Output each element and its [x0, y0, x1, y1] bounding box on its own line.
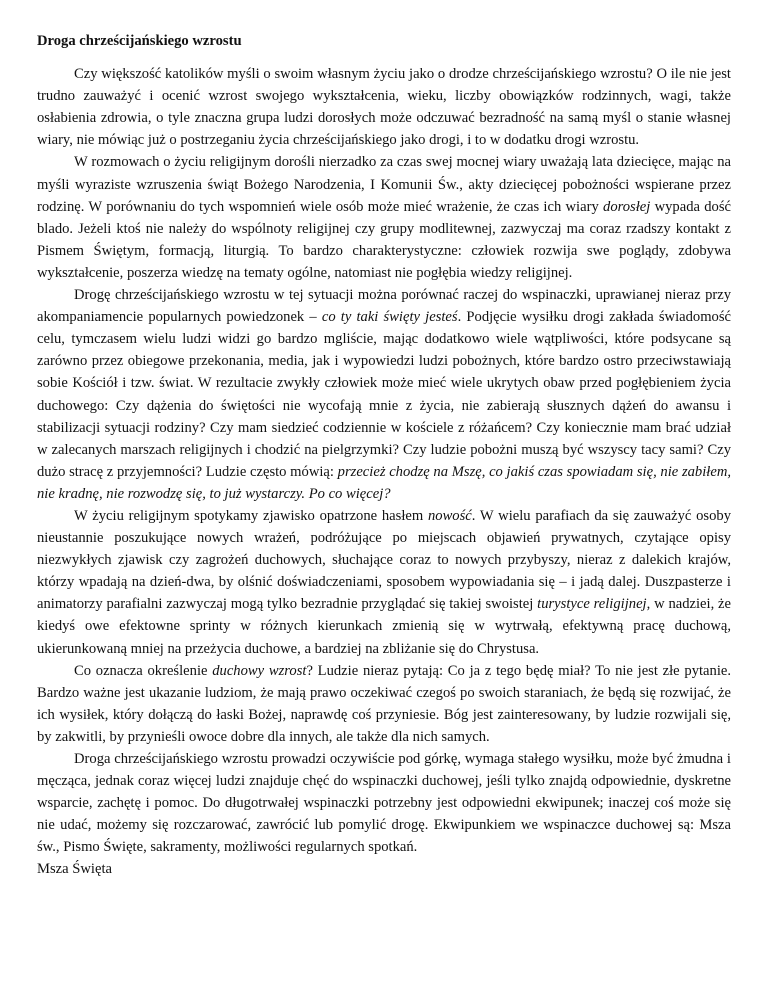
- paragraph-5-text-b: ? Ludzie nieraz pytają: Co ja z tego będę miał? To nie jest złe pytanie. Bardzo ważne jest ukazanie ludziom, że mają prawo oczekiwać czegoś po swoich staraniach, że będą się rozwijać, że ich wysiłek, który dołączą do łaski Bożej, naprawdę coś przyniesie. Bóg jest zainteresowany, by ludzie rozwijali się, by zakwitli, by przynieśli owoce dobre dla innych, ale także dla nich samych.: [37, 662, 732, 745]
- paragraph-4: [37, 505, 731, 660]
- paragraph-6: Droga chrześcijańskiego wzrostu prowadzi oczywiście pod górkę, wymaga stałego wysiłku, może być żmudna i męcząca, jednak coraz więcej ludzi znajduje chęć do wspinaczki duchowej, jeśli tylko znajdą odpowiednie, dyskretne wsparcie, zachętę i pomoc. Do długotrwałej wspinaczki potrzebny jest odpowiedni ekwipunek; inaczej coś może się nie udać, możemy się rozczarować, zawrócić lub pomylić drogę. Ekwipunkiem we wspinaczce duchowej są: Msza św., Pismo Święte, sakramenty, możliwości regularnych spotkań.: [37, 751, 731, 856]
- paragraph-3: [37, 284, 731, 505]
- paragraph-3-text-b: . Podjęcie wysiłku drogi zakłada świadomość celu, tymczasem wielu ludzi widzi go bardzo mgliście, mając dodatkowo wiele wątpliwości, które podsycane są zarówno przez obiegowe przekonania, media, jak i wypowiedzi ludzi pobożnych, które bardzo ostro przeciwstawiają sobie Kościół i tzw. świat. W rezultacie zwykły człowiek może mieć wiele ukrytych obaw przed pogłębieniem życia duchowego: Czy dążenia do świętości nie wycofają mnie z życia, nie zabierają słusznych dążeń do awansu i stabilizacji sytuacji rodziny? Czy mam siedzieć codziennie w kościele z różańcem? Czy koniecznie mam brać udział w zalecanych marszach religijnych i chodzić na pielgrzymki? Czy ludzie pobożni muszą być wszyscy tacy sami? Czy dużo stracę z przyjemności? Ludzie często mówią:: [37, 309, 732, 480]
- paragraph-3-emphasis-2: przecież chodzę na Mszę, co jakiś czas spowiadam się, nie zabiłem, nie kradnę, nie rozwodzę się, to już wystarczy. Po co więcej?: [37, 463, 732, 502]
- paragraph-4-emphasis-2: turystyce religijnej: [537, 596, 647, 613]
- section-heading: Msza Święta: [37, 861, 112, 878]
- paragraph-1: Czy większość katolików myśli o swoim własnym życiu jako o drodze chrześcijańskiego wzrostu? O ile nie jest trudno zauważyć i ocenić wzrost swojego wykształcenia, wieku, liczby obowiązków rodzinnych, wagi, także osłabienia zdrowia, o tyle znaczna grupa ludzi dorosłych może odczuwać bezradność na samą myśl o stanie własnej wiary, nie mówiąc już o postrzeganiu życia chrześcijańskiego jako drogi, i to w dodatku drogi wzrostu.: [37, 66, 731, 149]
- paragraph-3-text-a: Drogę chrześcijańskiego wzrostu w tej sytuacji można porównać raczej do wspinaczki, uprawianej nieraz przy akompaniamencie popularnych powiedzonek –: [37, 287, 731, 326]
- document-page: [37, 30, 731, 881]
- paragraph-4-emphasis-1: nowość: [427, 507, 472, 524]
- document-title: Droga chrześcijańskiego wzrostu: [37, 33, 242, 49]
- paragraph-2-text-a: W rozmowach o życiu religijnym dorośli nierzadko za czas swej mocnej wiary uważają lata dziecięce, mając na myśli wyraziste wzruszenia świąt Bożego Narodzenia, I Komunii Św., akty dziecięcej pobożności wspierane przez rodzinę. W porównaniu do tych wspomnień wiele osób może mieć wrażenie, że czas ich wiary: [37, 154, 731, 215]
- paragraph-5: [37, 660, 731, 748]
- paragraph-2-emphasis: dorosłej: [603, 198, 651, 215]
- paragraph-2: [37, 151, 731, 284]
- paragraph-4-text-a: W życiu religijnym spotykamy zjawisko opatrzone hasłem: [74, 507, 428, 524]
- paragraph-5-emphasis: duchowy wzrost: [212, 662, 307, 679]
- paragraph-3-emphasis-1: co ty taki święty jesteś: [321, 309, 458, 326]
- paragraph-4-text-b: . W wielu parafiach da się zauważyć osoby nieustannie poszukujące nowych wrażeń, podróżujące po miejscach objawień prywatnych, czytające opisy niezwykłych zjawisk czy zagrożeń duchowych, słuchające coraz to nowych przybyszy, nieraz z dalekich krajów, którzy wpadają na dzień-dwa, by olśnić doświadczeniami, sposobem wypowiadania się – i jadą dalej. Duszpasterze i animatorzy parafialni zazwyczaj mogą tylko bezradnie przyglądać się takiej swoistej: [37, 507, 731, 613]
- paragraph-4-text-c: , w nadziei, że kiedyś owe efektowne sprinty w różnych kierunkach zmienią się w wytrwałą, efektywną pracę duchową, ukierunkowaną mniej na przeżycia duchowe, a bardziej na zbliżanie się do Chrystusa.: [37, 596, 731, 657]
- paragraph-5-text-a: Co oznacza określenie: [74, 662, 213, 679]
- paragraph-2-text-b: wypada dość blado. Jeżeli ktoś nie należy do wspólnoty religijnej czy grupy modlitewnej, zazwyczaj ma coraz rzadszy kontakt z Pismem Świętym, formacją, liturgią. To bardzo charakterystyczne: człowiek rozwija swe poglądy, zdobywa wykształcenie, poszerza wiedzę na tematy ogólne, natomiast nie pogłębia wiedzy religijnej.: [37, 198, 732, 281]
